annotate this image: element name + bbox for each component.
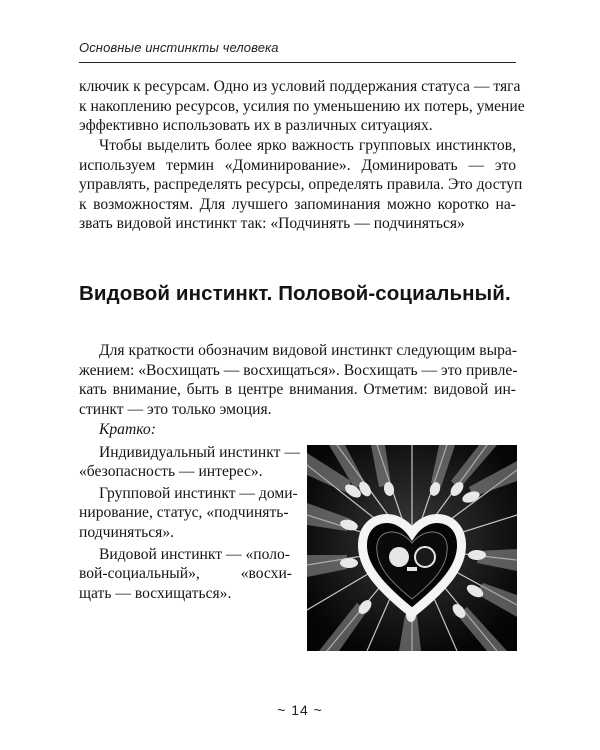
text-line: кать внимание, быть в центре внимания. Отметим: видовой ин- bbox=[79, 381, 516, 399]
section-heading: Видовой инстинкт. Половой-социальный. bbox=[79, 282, 511, 305]
text-line: используем термин «Доминирование». Доминировать — это bbox=[79, 156, 516, 174]
text-line: к возможностям. Для лучшего запоминания можно коротко на- bbox=[79, 195, 516, 213]
running-title: Основные инстинкты человека bbox=[79, 40, 279, 55]
text-line: стинкт — это только эмоция. bbox=[79, 400, 272, 418]
text-line: управлять, распределять ресурсы, определять правила. Это доступ bbox=[79, 176, 523, 194]
text-line: к накоплению ресурсов, усилия по уменьшению их потерь, умение bbox=[79, 97, 525, 115]
summary-label: Кратко: bbox=[99, 421, 156, 438]
text-line: звать видовой инстинкт так: «Подчинять — подчиняться» bbox=[79, 215, 465, 233]
summary-item-individual: Индивидуальный инстинкт — bbox=[99, 443, 300, 461]
paragraph-domination bbox=[79, 136, 523, 234]
text-line: Для краткости обозначим видовой инстинкт следующим выра- bbox=[99, 342, 518, 359]
heart-hands-illustration bbox=[307, 445, 517, 651]
summary-item-group: подчиняться». bbox=[79, 523, 175, 541]
text-line: Чтобы выделить более ярко важность групповых инстинктов, bbox=[99, 137, 516, 154]
summary-item-species: Видовой инстинкт — «поло- bbox=[99, 545, 290, 563]
text-line: жением: «Восхищать — восхищаться». Восхищать — это привле- bbox=[79, 361, 518, 379]
summary-item-species: щать — восхищаться». bbox=[79, 584, 232, 602]
paragraph-resources bbox=[79, 77, 525, 136]
header-divider bbox=[79, 62, 516, 63]
summary-item-individual: «безопасность — интерес». bbox=[79, 463, 263, 481]
text-line: ключик к ресурсам. Одно из условий поддержания статуса — тяга bbox=[79, 78, 521, 95]
page-number: ~ 14 ~ bbox=[277, 702, 323, 718]
summary-item-species: вой-социальный», «восхи- bbox=[79, 565, 292, 583]
text-line: эффективно использовать их в различных ситуациях. bbox=[79, 117, 433, 135]
summary-item-group: нирование, статус, «подчинять- bbox=[79, 504, 289, 522]
paragraph-species-instinct bbox=[79, 341, 516, 419]
summary-block bbox=[79, 420, 300, 603]
heart-icon bbox=[307, 445, 517, 651]
summary-item-group: Групповой инстинкт — доми- bbox=[99, 484, 298, 502]
